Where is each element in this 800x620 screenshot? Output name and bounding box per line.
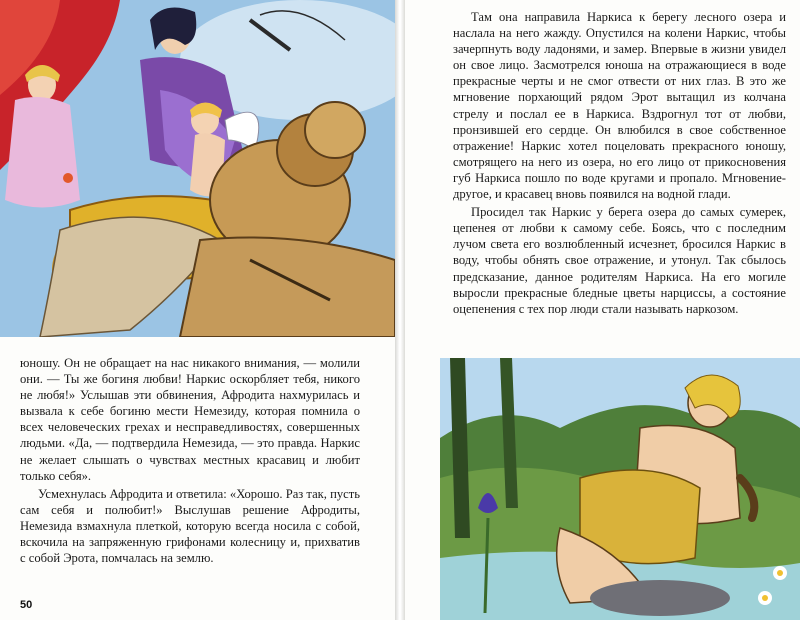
page-number: 50 (20, 599, 33, 611)
right-page (405, 0, 800, 620)
illustration-narcissus-lake (440, 358, 800, 620)
paragraph: юношу. Он не обращает на нас никакого внимания, — молили они. — Ты же богиня любви! Наркис оскорбляет тебя, никого не любя!» Услышав эти обвинения, Афродита нахмурилась и вызвала к себе богиню мести Немезиду, которая помнила о всех человеческих грехах и несправедливостях, совершенных людьми. «Да, — подтвердила Немезида, — это правда. Наркис не желает слышать о чувствах местных красавиц и любит только себя». (20, 356, 360, 483)
paragraph: Усмехнулась Афродита и ответила: «Хорошо. Раз так, пусть сам себя и полюбит!» Выслушав решение Афродиты, Немезида взмахнула плеткой, которую всегда носила с собой, вскочила на запряженную грифонами колесницу и, прихватив с собой Эрота, помчалась на землю. (20, 486, 360, 566)
left-page-text (20, 355, 360, 566)
illustration-chariot-gryphons (0, 0, 395, 337)
book-gutter (395, 0, 405, 620)
paragraph: Просидел так Наркис у берега озера до самых сумерек, цепенея от любви к самому себе. Боясь, что с последним лучом света его возлюбленный исчезнет, бросился Наркис в воду, чтобы обнять свое отражение, и утонул. Так сбылось предсказание, данное родителям Наркиса. На его могиле выросли прекрасные бледные цветы нарциссы, а состояние оцепенения с тех пор люди стали называть наркозом. (453, 205, 786, 316)
left-page (0, 0, 395, 620)
right-page-text (453, 9, 786, 317)
paragraph: Там она направила Наркиса к берегу лесного озера и наслала на него жажду. Опустился на колени Наркис, чтобы зачерпнуть воду ладонями, и замер. Впервые в жизни увидел он свое лицо. Засмотрелся юноша на отражающиеся в воде прекрасные черты и не смог отвести от них глаз. В это же мгновение порхающий рядом Эрот вытащил из колчана стрелу и послал ее в Наркиса. Вздрогнул тот от любви, пронзившей его сердце. Он влюбился в свое собственное отражение! Наркис хотел поцеловать прекрасного юношу, смотрящего на него из озера, но его лицо от прикосновения губ Наркиса пошло по воде кругами и пропало. Мгновение-другое, и красавец вновь появился на водной глади. (453, 10, 786, 202)
